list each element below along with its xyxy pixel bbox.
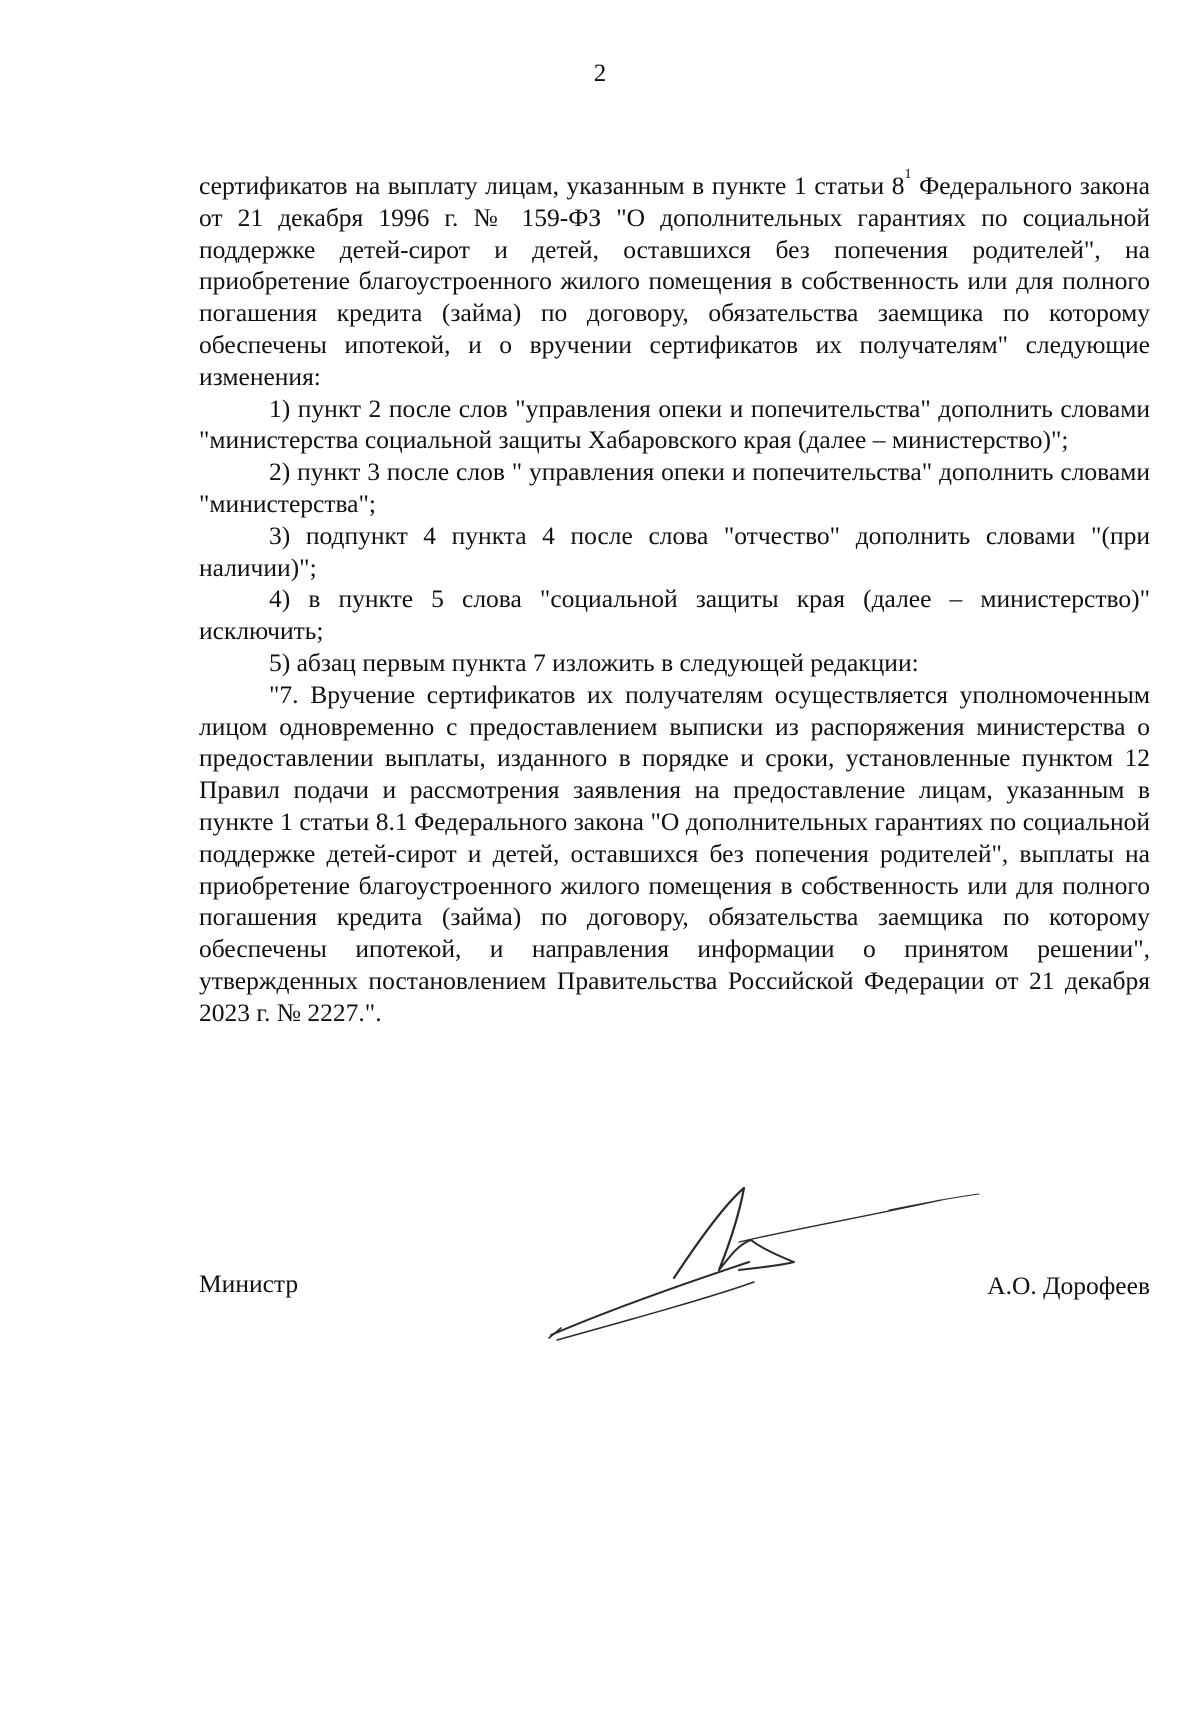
signature-block bbox=[199, 1245, 1150, 1395]
paragraph-text: 5) абзац первым пункта 7 изложить в следующей редакции: bbox=[269, 647, 919, 677]
paragraph-text: 2) пункт 3 после слов " управления опеки и попечительства" дополнить словами "министерства"; bbox=[199, 457, 1150, 518]
paragraph-text: 1) пункт 2 после слов "управления опеки и попечительства" дополнить словами "министерства социальной защиты Хабаровского края (далее – министерство)"; bbox=[199, 393, 1150, 455]
paragraph-1 bbox=[199, 167, 1150, 393]
signatory-title: Министр bbox=[199, 1269, 299, 1298]
signatory-name: А.О. Дорофеев bbox=[987, 1271, 1150, 1300]
paragraph-3 bbox=[199, 456, 1150, 520]
paragraph-6 bbox=[199, 647, 1150, 679]
paragraph-text: "7. Вручение сертификатов их получателям осуществляется уполномоченным лицом одновременно с предоставлением выписки из распоряжения министерства о предоставлении выплаты, изданного в порядке и сроки, установленные пунктом 12 Правил подачи и рассмотрения заявления на предоставление лицам, указанным в пункте 1 статьи 8.1 Федерального закона "О дополнительных гарантиях по социальной поддержке детей-сирот и детей, оставшихся без попечения родителей", выплаты на приобретение благоустроенного жилого помещения в собственность или для полного погашения кредита (займа) по договору, обязательства заемщика по которому обеспечены ипотекой, и направления информации о принятом решении", утвержденных постановлением Правительства Российской Федерации от 21 декабря 2023 г. № 2227.". bbox=[199, 679, 1150, 1027]
paragraph-text: 4) в пункте 5 слова "социальной защиты края (далее – министерство)" исключить; bbox=[199, 584, 1150, 646]
paragraph-4 bbox=[199, 520, 1150, 584]
handwritten-signature bbox=[539, 1170, 1019, 1360]
paragraph-5 bbox=[199, 583, 1150, 647]
paragraph-2 bbox=[199, 393, 1150, 457]
paragraph-text: сертификатов на выплату лицам, указанным в пункте 1 статьи 8 bbox=[199, 171, 905, 200]
document-body bbox=[199, 167, 1150, 1029]
page-number: 2 bbox=[593, 60, 607, 87]
superscript: 1 bbox=[904, 167, 912, 182]
paragraph-text: Федерального закона от 21 декабря 1996 г. № 159-ФЗ "О дополнительных гарантиях по социальной поддержке детей-сирот и детей, оставшихся без попечения родителей", на приобретение благоустроенного жилого помещения в собственность или для полного погашения кредита (займа) по договору, обязательства заемщика по которому обеспечены ипотекой, и о вручении сертификатов их получателям" следующие изменения: bbox=[199, 171, 1150, 391]
paragraph-text: 3) подпункт 4 пункта 4 после слова "отчество" дополнить словами "(при наличии)"; bbox=[199, 520, 1150, 582]
paragraph-7 bbox=[199, 679, 1150, 1029]
